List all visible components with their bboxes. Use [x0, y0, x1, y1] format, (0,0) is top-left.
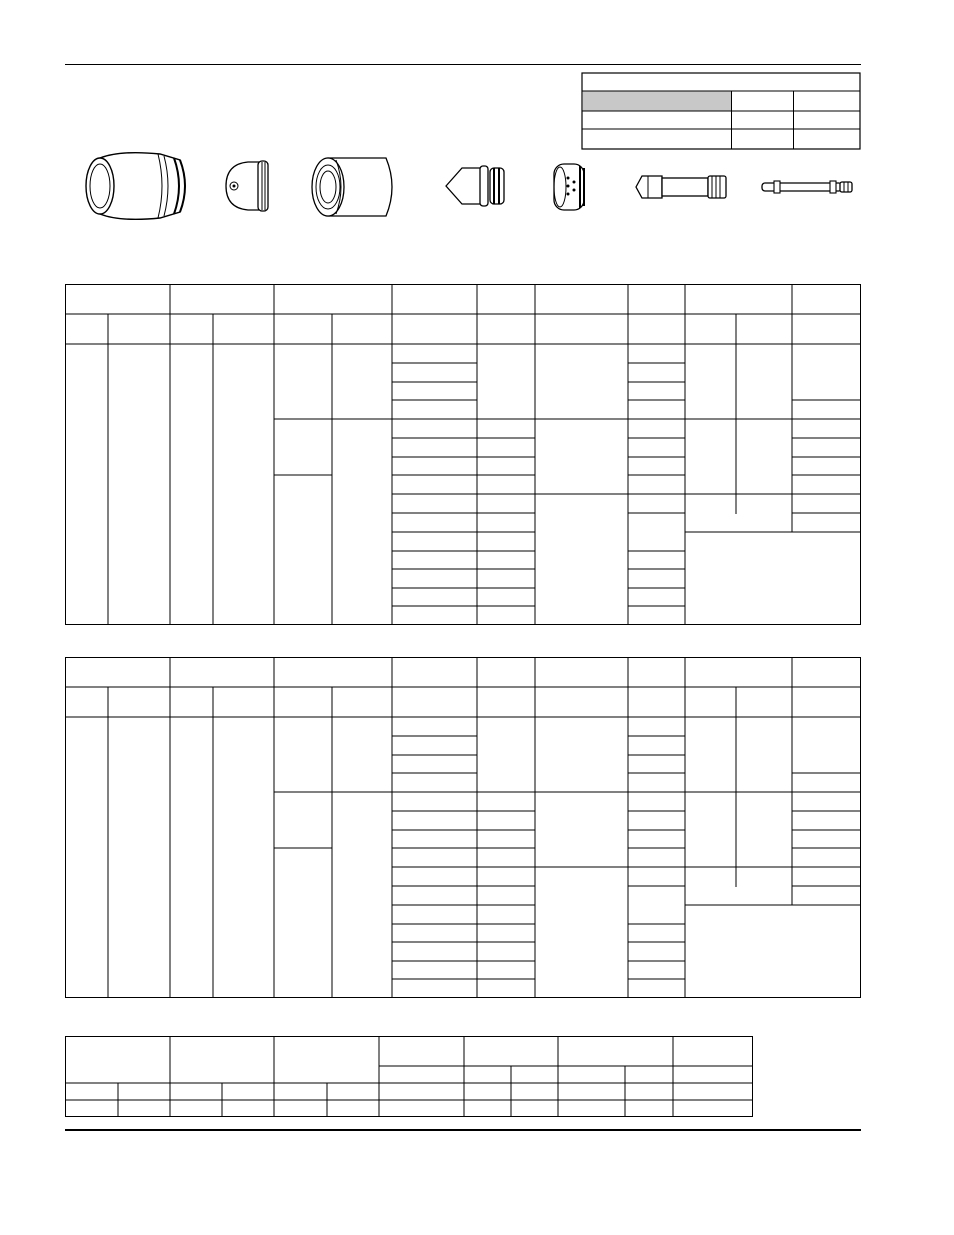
- parts-table: [65, 1036, 755, 1118]
- consumable-swirl-ring: [548, 160, 594, 214]
- consumable-shield: [80, 146, 192, 226]
- cut-chart-table-1: [65, 284, 862, 626]
- consumable-nozzle-retaining-cap: [222, 158, 272, 214]
- bottom-rule: [65, 1129, 861, 1131]
- legend-table: [581, 72, 861, 150]
- consumable-retaining-cap: [306, 152, 400, 222]
- consumable-electrode: [632, 170, 730, 204]
- top-rule: [65, 64, 861, 65]
- consumable-nozzle: [442, 160, 510, 212]
- consumable-water-tube: [758, 178, 856, 198]
- cut-chart-table-2: [65, 657, 862, 999]
- shield-drawing: [80, 146, 192, 226]
